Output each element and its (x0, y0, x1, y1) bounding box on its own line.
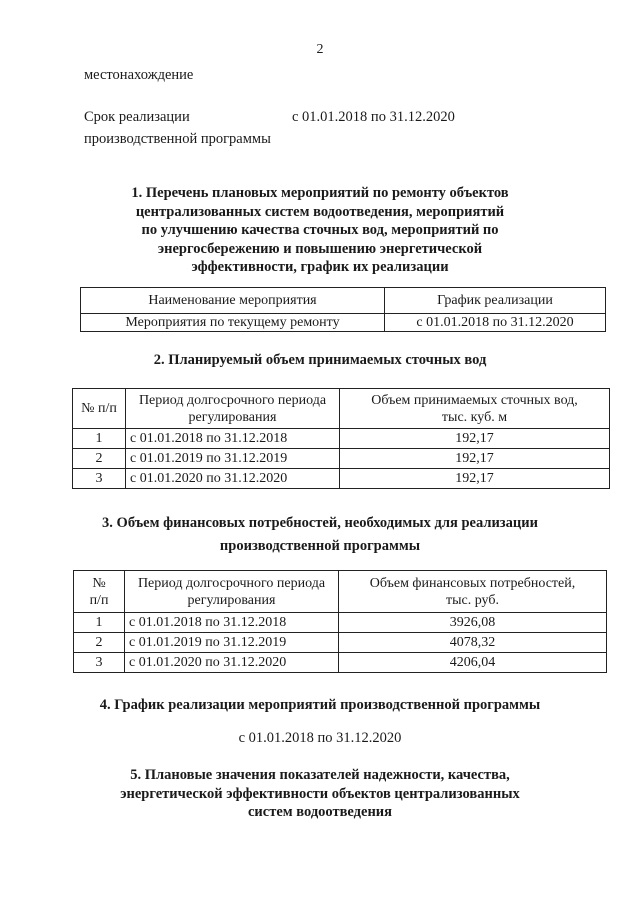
cell-period: с 01.01.2020 по 31.12.2020 (126, 469, 340, 489)
table-header-row (81, 288, 606, 314)
wastewater-volume-table (72, 388, 610, 489)
header-finance-line2: тыс. руб. (446, 592, 499, 608)
cell-period: с 01.01.2019 по 31.12.2019 (126, 449, 340, 469)
section5-title-line: систем водоотведения (247, 804, 393, 820)
header-cell-schedule: График реализации (385, 288, 606, 314)
repair-activities-table (80, 287, 606, 332)
table-row (73, 449, 610, 469)
cell-period: с 01.01.2020 по 31.12.2020 (125, 653, 339, 673)
header-number-line2: п/п (89, 592, 109, 608)
header-volume-line2: тыс. куб. м (441, 409, 508, 425)
page-number: 2 (316, 42, 324, 57)
financial-needs-table (73, 570, 607, 673)
cell-period: с 01.01.2019 по 31.12.2019 (125, 633, 339, 653)
header-period-line2: регулирования (187, 592, 276, 608)
section1-title-line: 1. Перечень плановых мероприятий по ремонту объектов (131, 185, 509, 201)
cell-period: с 01.01.2018 по 31.12.2018 (126, 429, 340, 449)
section3-title-line: 3. Объем финансовых потребностей, необходимых для реализации (102, 515, 538, 531)
cell-finance: 3926,08 (339, 613, 607, 633)
section5-title-line: энергетической эффективности объектов централизованных (120, 785, 520, 802)
section1-title-line: энергосбережению и повышению энергетической (157, 240, 483, 257)
cell-number: 3 (73, 469, 126, 489)
section1-title-line: эффективности, график их реализации (191, 259, 449, 275)
table-header-row (74, 571, 607, 613)
term-label-line1: Срок реализации (84, 109, 190, 125)
term-value: с 01.01.2018 по 31.12.2020 (292, 109, 455, 125)
header-cell-number: № п/п (73, 389, 126, 429)
section2-title: 2. Планируемый объем принимаемых сточных вод (153, 352, 487, 368)
section1-title-line: централизованных систем водоотведения, мероприятий (135, 203, 505, 220)
header-period-line1: Период долгосрочного периода (137, 575, 326, 591)
header-cell-number (74, 571, 125, 613)
section3-title-line: производственной программы (219, 537, 421, 554)
section1-title (60, 184, 580, 277)
cell-schedule: с 01.01.2018 по 31.12.2020 (385, 314, 606, 332)
header-period-line1: Период долгосрочного периода (138, 392, 327, 408)
section5-title-line: 5. Плановые значения показателей надежности, качества, (130, 767, 510, 783)
cell-number: 2 (73, 449, 126, 469)
term-label-line2: производственной программы (84, 131, 271, 147)
cell-finance: 4206,04 (339, 653, 607, 673)
table-row (81, 314, 606, 332)
cell-number: 3 (74, 653, 125, 673)
table-row (74, 633, 607, 653)
section1-title-line: по улучшению качества сточных вод, мероприятий по (141, 222, 499, 238)
header-volume-line1: Объем принимаемых сточных вод, (371, 392, 578, 408)
header-number-line1: № (92, 575, 106, 591)
cell-volume: 192,17 (340, 449, 610, 469)
section4-title: 4. График реализации мероприятий производственной программы (99, 697, 541, 713)
header-finance-line1: Объем финансовых потребностей, (369, 575, 576, 591)
cell-activity: Мероприятия по текущему ремонту (81, 314, 385, 332)
cell-volume: 192,17 (340, 469, 610, 489)
cell-number: 1 (73, 429, 126, 449)
cell-finance: 4078,32 (339, 633, 607, 653)
section5-title (40, 766, 600, 822)
table-header-row (73, 389, 610, 429)
location-label: местонахождение (84, 67, 194, 83)
table-row (74, 613, 607, 633)
cell-period: с 01.01.2018 по 31.12.2018 (125, 613, 339, 633)
header-cell-activity: Наименование мероприятия (81, 288, 385, 314)
header-cell-period (125, 571, 339, 613)
table-row (74, 653, 607, 673)
table-row (73, 429, 610, 449)
header-cell-volume (340, 389, 610, 429)
section3-title (40, 514, 600, 555)
header-cell-period (126, 389, 340, 429)
header-period-line2: регулирования (188, 409, 277, 425)
table-row (73, 469, 610, 489)
header-cell-finance (339, 571, 607, 613)
section4-value: с 01.01.2018 по 31.12.2020 (238, 730, 402, 746)
cell-volume: 192,17 (340, 429, 610, 449)
cell-number: 1 (74, 613, 125, 633)
cell-number: 2 (74, 633, 125, 653)
